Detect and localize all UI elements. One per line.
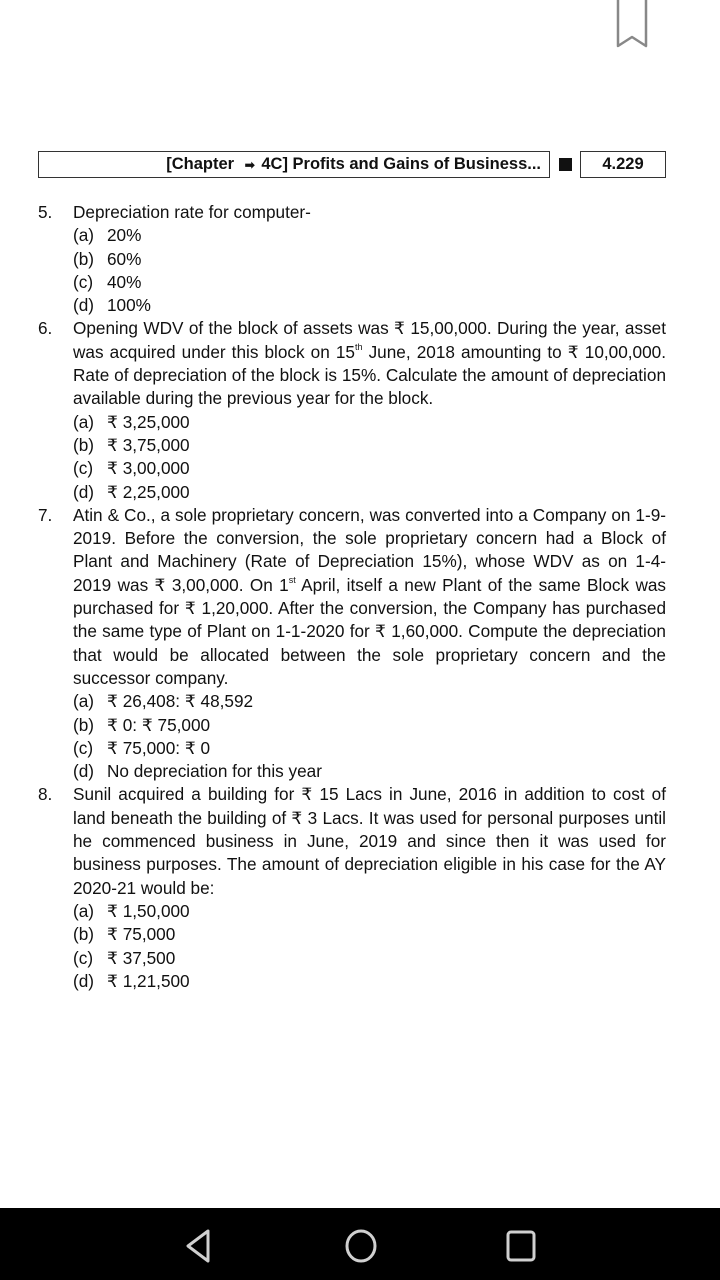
square-marker bbox=[559, 158, 572, 171]
option bbox=[73, 714, 666, 737]
question-text bbox=[73, 504, 666, 690]
option bbox=[73, 947, 666, 970]
option-label: (b) bbox=[73, 714, 95, 735]
option bbox=[73, 760, 666, 783]
question-7 bbox=[38, 504, 666, 784]
option-label: (c) bbox=[73, 737, 94, 758]
option-label: (c) bbox=[73, 947, 94, 968]
option-text: 100% bbox=[107, 295, 151, 316]
recents-square-icon[interactable] bbox=[502, 1226, 542, 1266]
question-number: 8. bbox=[38, 784, 53, 805]
option-text: ₹ 0: ₹ 75,000 bbox=[107, 714, 211, 735]
option-label: (a) bbox=[73, 411, 95, 432]
question-text-part: Sunil acquired a building for ₹ 15 Lacs in June, 2016 in addition to cost of land beneath the building of ₹ 3 Lacs. It was used for personal purposes until he commenced business in June, 2019 and since then it was used for business purposes. The amount of depreciation eligible in his case for the AY 2020-21 would be: bbox=[73, 784, 666, 898]
option-text: ₹ 26,408: ₹ 48,592 bbox=[107, 691, 254, 712]
question-6 bbox=[38, 317, 666, 503]
question-text bbox=[73, 317, 666, 410]
option-text: ₹ 1,21,500 bbox=[107, 970, 190, 991]
chapter-title-box bbox=[38, 151, 550, 178]
option-label: (a) bbox=[73, 225, 95, 246]
option bbox=[73, 434, 666, 457]
page-number: 4.229 bbox=[580, 151, 666, 178]
option-label: (d) bbox=[73, 970, 95, 991]
option bbox=[73, 457, 666, 480]
option bbox=[73, 970, 666, 993]
option-text: ₹ 3,25,000 bbox=[107, 411, 190, 432]
option bbox=[73, 224, 666, 247]
option-label: (b) bbox=[73, 924, 95, 945]
question-number: 6. bbox=[38, 318, 53, 339]
option-text: ₹ 3,00,000 bbox=[107, 458, 190, 479]
navigation-bar bbox=[0, 1208, 720, 1280]
chapter-prefix: [Chapter bbox=[166, 155, 235, 173]
option-label: (c) bbox=[73, 271, 94, 292]
option bbox=[73, 271, 666, 294]
arrow-icon: ➡ bbox=[244, 158, 255, 172]
option bbox=[73, 294, 666, 317]
question-number: 5. bbox=[38, 202, 53, 222]
bookmark-icon[interactable] bbox=[615, 0, 649, 48]
option-label: (d) bbox=[73, 761, 95, 782]
option-label: (b) bbox=[73, 434, 95, 455]
page-header bbox=[38, 151, 666, 180]
option bbox=[73, 923, 666, 946]
option bbox=[73, 690, 666, 713]
superscript: th bbox=[355, 341, 363, 352]
option bbox=[73, 411, 666, 434]
option-text: ₹ 2,25,000 bbox=[107, 481, 190, 502]
option-text: No depreciation for this year bbox=[107, 761, 322, 782]
question-text-part: Depreciation rate for computer- bbox=[73, 202, 311, 222]
option bbox=[73, 737, 666, 760]
question-text-part: April, itself a new Plant of the same Block was purchased for ₹ 1,20,000. After the conversion, the Company has purchased the same type of Plant on 1-1-2020 for ₹ 1,60,000. Compute the depreciation that would be allocated between the sole proprietary concern and the successor company. bbox=[73, 574, 667, 688]
option-label: (d) bbox=[73, 295, 95, 316]
question-list bbox=[38, 201, 666, 993]
chapter-title: 4C] Profits and Gains of Business... bbox=[261, 155, 541, 173]
question-text-part: June, 2018 amounting to ₹ 10,00,000. Rate of depreciation of the block is 15%. Calculate the amount of depreciation available during the previous year for the block. bbox=[73, 341, 666, 409]
question-text-part: Atin & Co., a sole proprietary concern, was converted into a Company on 1-9-2019. Before the conversion, the sole proprietary concern had a Block of Plant and Machinery (Rate of Depreciation 15%), whose WDV as on 1-4-2019 was ₹ 3,00,000. On 1 bbox=[73, 504, 666, 595]
question-text bbox=[73, 201, 666, 224]
option-text: ₹ 75,000: ₹ 0 bbox=[107, 737, 211, 758]
option-label: (b) bbox=[73, 248, 95, 269]
question-5 bbox=[38, 201, 666, 317]
question-8 bbox=[38, 783, 666, 993]
option-label: (a) bbox=[73, 691, 95, 712]
option-text: ₹ 37,500 bbox=[107, 947, 176, 968]
superscript: st bbox=[288, 574, 296, 585]
option-text: 20% bbox=[107, 225, 142, 246]
option-text: ₹ 3,75,000 bbox=[107, 434, 190, 455]
option-text: 60% bbox=[107, 248, 142, 269]
option bbox=[73, 248, 666, 271]
option-label: (d) bbox=[73, 481, 95, 502]
option bbox=[73, 900, 666, 923]
option-label: (c) bbox=[73, 458, 94, 479]
option-label: (a) bbox=[73, 900, 95, 921]
option-text: ₹ 1,50,000 bbox=[107, 900, 190, 921]
question-text bbox=[73, 783, 666, 899]
option-text: ₹ 75,000 bbox=[107, 924, 176, 945]
question-text-part: Opening WDV of the block of assets was ₹ 15,00,000. During the year, asset was acquired under this block on 15 bbox=[73, 318, 666, 362]
home-circle-icon[interactable] bbox=[341, 1226, 381, 1266]
question-number: 7. bbox=[38, 504, 53, 525]
back-triangle-icon[interactable] bbox=[180, 1226, 220, 1266]
option bbox=[73, 481, 666, 504]
option-text: 40% bbox=[107, 271, 142, 292]
